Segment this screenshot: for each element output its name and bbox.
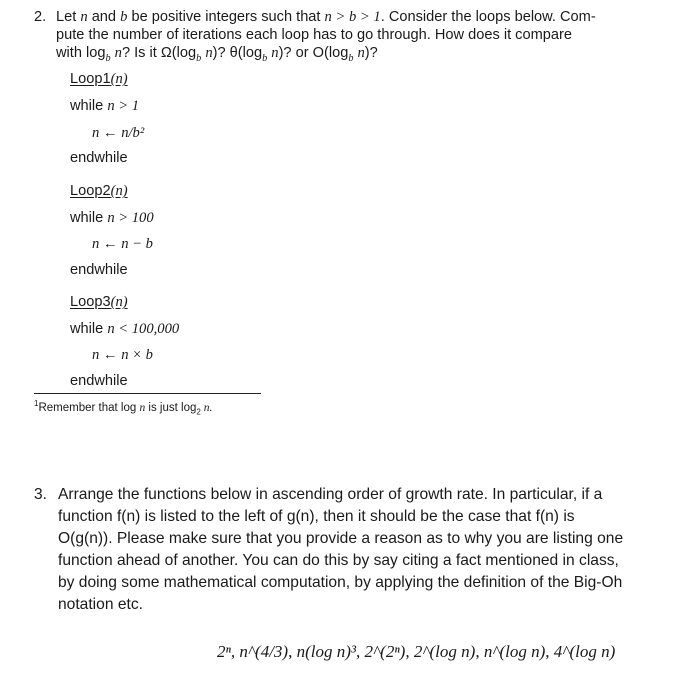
loop3-body: n ← n × b xyxy=(92,347,153,363)
q2-line-2: pute the number of iterations each loop has to go through. How does it compare xyxy=(56,27,572,43)
loop1-body: n ← n/b² xyxy=(92,125,145,141)
loop2-body: n ← n − b xyxy=(92,236,153,252)
function-item: n(log n)³ xyxy=(296,642,356,661)
function-item: 2ⁿ xyxy=(217,642,231,661)
function-item: n^(4/3) xyxy=(239,642,289,661)
q2-line-1: Let n and b be positive integers such that n > b > 1. Consider the loops below. Com- xyxy=(56,9,596,25)
q2-condition: n > b > 1 xyxy=(324,9,381,25)
function-item: 4^(log n) xyxy=(553,642,616,661)
loop3-header: Loop3(n) xyxy=(70,294,128,310)
loop1-end: endwhile xyxy=(70,150,128,166)
q3-line-3: O(g(n)). Please make sure that you provide a reason as to why you are listing one xyxy=(58,530,624,547)
q3-line-4: function ahead of another. You can do this by say citing a fact mentioned in class, xyxy=(58,552,619,569)
function-item: 2^(2ⁿ) xyxy=(364,642,406,661)
q3-line-2: function f(n) is listed to the left of g(n), then it should be the case that f(n) is xyxy=(58,508,575,525)
q3-line-1: Arrange the functions below in ascending order of growth rate. In particular, if a xyxy=(58,486,603,503)
loop2-while: while n > 100 xyxy=(70,210,154,226)
loop2-end: endwhile xyxy=(70,262,128,278)
q3-line-6: notation etc. xyxy=(58,596,143,613)
q2-number: 2. xyxy=(34,9,47,25)
function-item: n^(log n) xyxy=(483,642,546,661)
function-list: 2ⁿ, n^(4/3), n(log n)³, 2^(2ⁿ), 2^(log n), n^(log n), 4^(log n) xyxy=(217,642,616,661)
loop2-header: Loop2(n) xyxy=(70,183,128,199)
footnote: $^1$Remember that log n is just $\log_2 n$. xyxy=(34,399,213,417)
loop3-while: while n < 100,000 xyxy=(70,321,180,337)
q2-line-3: with $\log_b n$? Is it $\Omega(\log_b$ n)? $\theta(\log_b$ n)? or $O(\log_b$ n)? xyxy=(56,45,378,64)
function-item: 2^(log n) xyxy=(413,642,476,661)
loop1-header: Loop1(n) xyxy=(70,71,128,87)
q3-number: 3. xyxy=(34,486,48,503)
loop1-while: while n > 1 xyxy=(70,98,140,114)
loop3-end: endwhile xyxy=(70,373,128,389)
q3-line-5: by doing some mathematical computation, by applying the definition of the Big-Oh xyxy=(58,574,623,591)
footnote-rule xyxy=(34,393,261,394)
